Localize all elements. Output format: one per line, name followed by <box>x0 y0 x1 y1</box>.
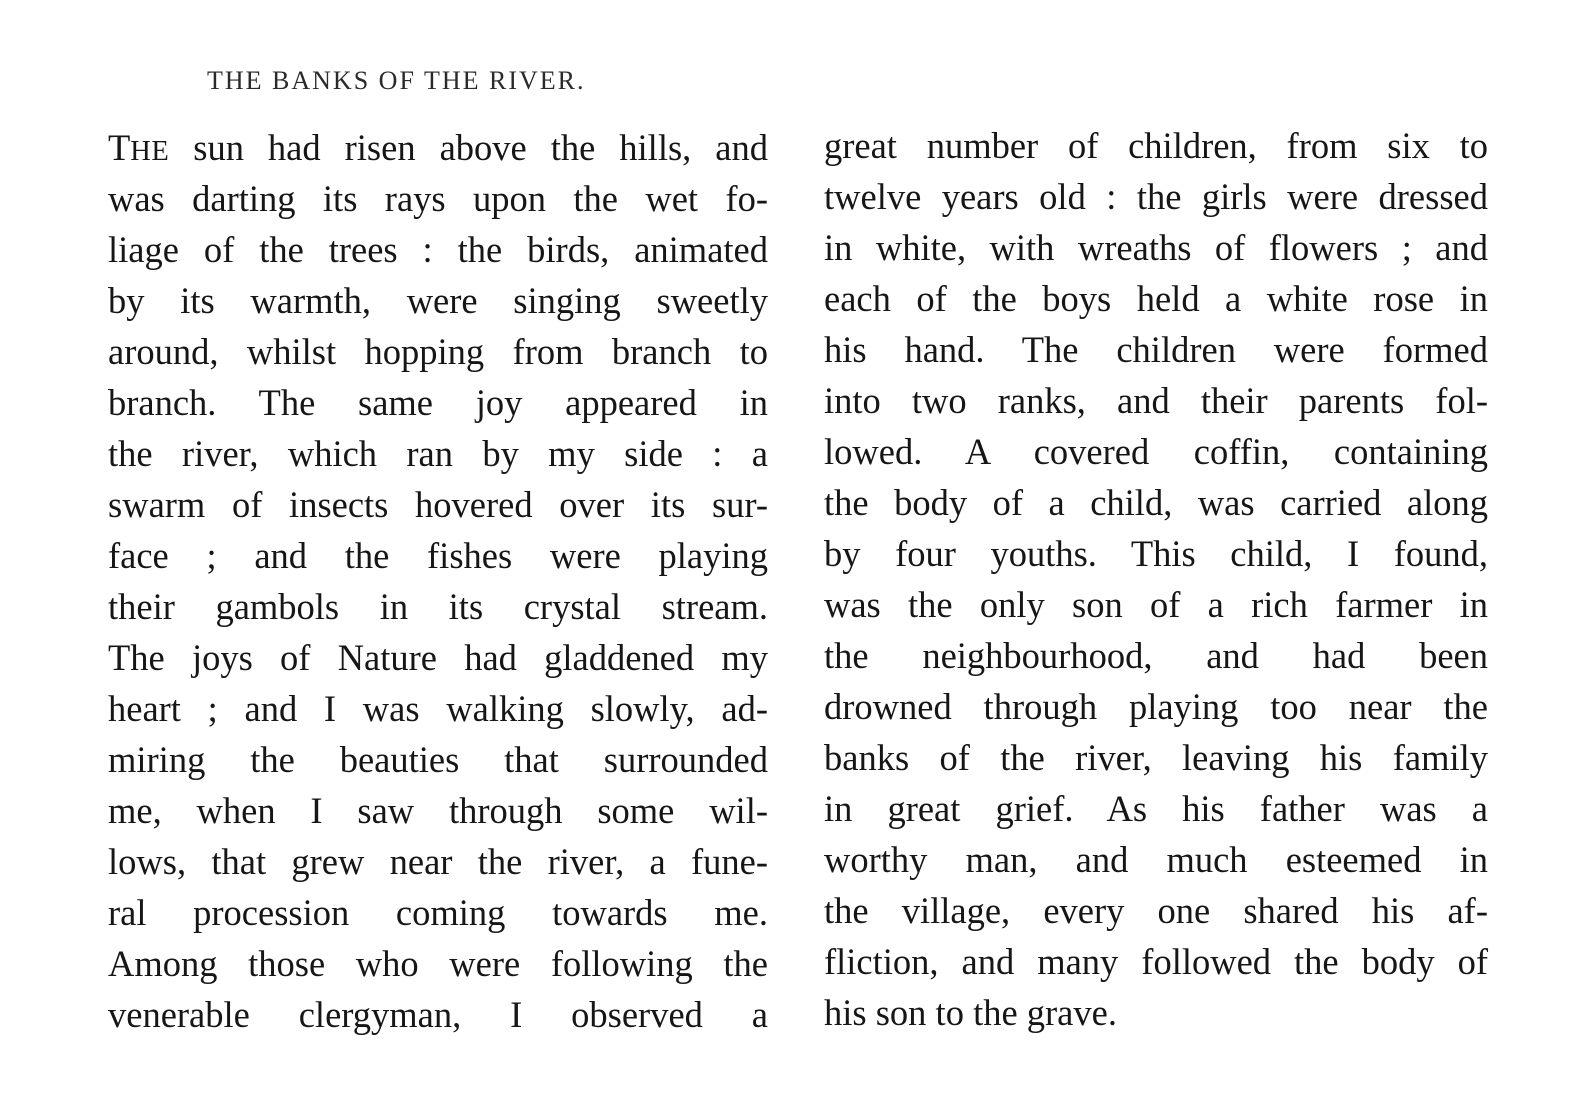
left-text-column <box>108 122 768 1040</box>
text-line: the village, every one shared his af- <box>824 890 1488 931</box>
text-line: face ; and the fishes were playing <box>108 535 768 576</box>
text-line: was darting its rays upon the wet fo- <box>108 178 768 219</box>
small-caps: HE <box>130 136 170 167</box>
text-line: by its warmth, were singing sweetly <box>108 280 768 321</box>
text-line-last: his son to the grave. <box>824 992 1117 1033</box>
text-line: ral procession coming towards me. <box>108 892 768 933</box>
text-line: his hand. The children were formed <box>824 329 1488 370</box>
text-line: lowed. A covered coffin, containing <box>824 431 1488 472</box>
text-line: the body of a child, was carried along <box>824 482 1488 523</box>
text-line: the neighbourhood, and had been <box>824 635 1488 676</box>
text-line: their gambols in its crystal stream. <box>108 586 768 627</box>
text-line: around, whilst hopping from branch to <box>108 331 768 372</box>
text-line: Among those who were following the <box>108 943 768 984</box>
text-line: each of the boys held a white rose in <box>824 278 1488 319</box>
text-line: the river, which ran by my side : a <box>108 433 768 474</box>
right-text-column <box>824 120 1488 1038</box>
text-line: me, when I saw through some wil- <box>108 790 768 831</box>
running-head: THE BANKS OF THE RIVER. <box>207 66 586 95</box>
text-line: lows, that grew near the river, a fune- <box>108 841 768 882</box>
first-line-text: sun had risen above the hills, and <box>169 127 768 168</box>
text-line: miring the beauties that surrounded <box>108 739 768 780</box>
text-line: branch. The same joy appeared in <box>108 382 768 423</box>
text-line: liage of the trees : the birds, animated <box>108 229 768 270</box>
text-line: worthy man, and much esteemed in <box>824 839 1488 880</box>
text-line: The joys of Nature had gladdened my <box>108 637 768 678</box>
text-line: heart ; and I was walking slowly, ad- <box>108 688 768 729</box>
text-line: banks of the river, leaving his family <box>824 737 1488 778</box>
text-line: swarm of insects hovered over its sur- <box>108 484 768 525</box>
text-line: in great grief. As his father was a <box>824 788 1488 829</box>
text-line: twelve years old : the girls were dressed <box>824 176 1488 217</box>
text-line <box>108 122 768 173</box>
text-line: in white, with wreaths of flowers ; and <box>824 227 1488 268</box>
text-line: great number of children, from six to <box>824 125 1488 166</box>
text-line: drowned through playing too near the <box>824 686 1488 727</box>
text-line: into two ranks, and their parents fol- <box>824 380 1488 421</box>
text-line: fliction, and many followed the body of <box>824 941 1488 982</box>
text-line: venerable clergyman, I observed a <box>108 994 768 1035</box>
text-line: was the only son of a rich farmer in <box>824 584 1488 625</box>
text-line: by four youths. This child, I found, <box>824 533 1488 574</box>
initial-letter: T <box>108 127 131 168</box>
